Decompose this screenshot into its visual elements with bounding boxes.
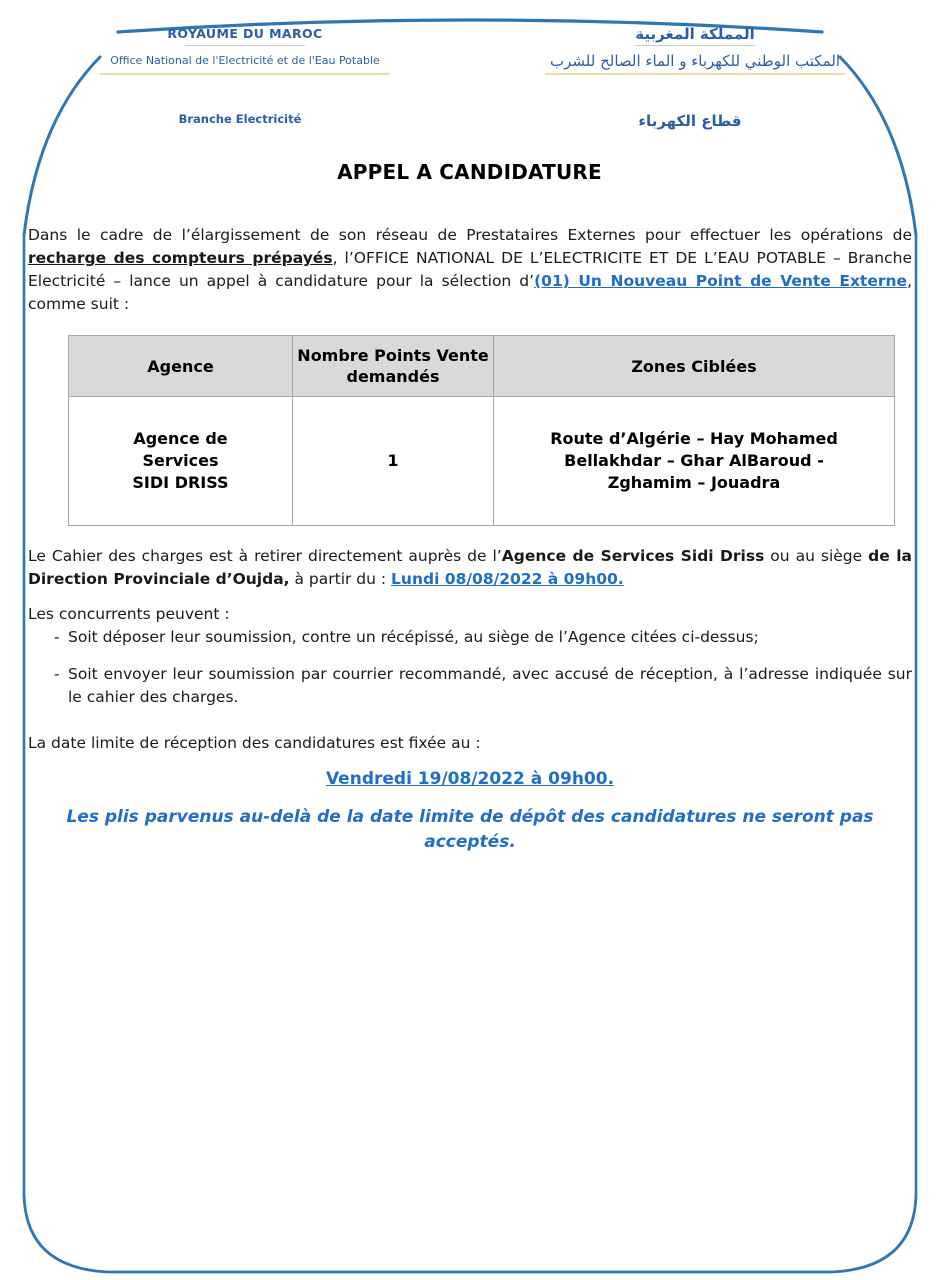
header-block-french xyxy=(35,26,455,75)
deadline-date[interactable]: Vendredi 19/08/2022 à 09h00. xyxy=(325,769,615,789)
zones-line-2: Bellakhdar – Ghar AlBaroud - xyxy=(564,451,824,470)
cahier-paragraph xyxy=(28,545,912,591)
bullet-dash-icon: - xyxy=(54,665,60,683)
page-title: APPEL A CANDIDATURE xyxy=(337,160,602,184)
cell-zones-ciblees xyxy=(494,397,895,526)
intro-highlight-recharge: recharge des compteurs prépayés xyxy=(28,249,333,267)
cahier-seg1: Le Cahier des charges est à retirer directement auprès de l’ xyxy=(28,547,502,565)
list-item-text: Soit déposer leur soumission, contre un récépissé, au siège de l’Agence citées ci-dessus; xyxy=(68,628,759,646)
list-item xyxy=(28,663,912,709)
header-kingdom-fr: ROYAUME DU MAROC xyxy=(167,26,323,41)
agence-line-1: Agence de xyxy=(133,429,228,448)
intro-seg5: , comme suit : xyxy=(28,272,912,313)
header-kingdom-ar: المملكة المغربية xyxy=(635,25,755,43)
after-table-content xyxy=(28,545,912,855)
intro-seg3: , l’OFFICE NATIONAL DE L’ELECTRICITE ET DE L’EAU POTABLE – Branche Electricité – lance un appel à candidature pour la sélection d’ xyxy=(28,249,913,290)
header-rule-grey-fr xyxy=(185,45,305,46)
zones-table xyxy=(68,335,895,526)
intro-paragraph-block xyxy=(28,224,912,316)
spacer-after-cahier xyxy=(28,591,912,603)
list-item-text: Soit envoyer leur soumission par courrier recommandé, avec accusé de réception, à l’adresse indiquée sur le cahier des charges. xyxy=(68,665,912,706)
column-header-nombre-points: Nombre Points Vente demandés xyxy=(293,336,494,397)
header-branch-fr: Branche Electricité xyxy=(178,112,302,126)
zones-table-head xyxy=(69,336,895,397)
list-item xyxy=(28,626,912,649)
header-branch-ar: قطاع الكهرباء xyxy=(638,112,742,130)
spacer-before-deadline xyxy=(28,723,912,732)
cell-agence xyxy=(69,397,293,526)
concurrents-intro: Les concurrents peuvent : xyxy=(28,605,230,623)
bullet-dash-icon: - xyxy=(54,628,60,646)
cahier-seg5: à partir du : xyxy=(289,570,392,588)
table-row xyxy=(69,397,895,526)
header-office-ar: المكتب الوطني للكهرباء و الماء الصالح للشرب xyxy=(550,52,840,70)
header-rule-gold-fr xyxy=(100,73,390,75)
agence-line-3: SIDI DRISS xyxy=(132,473,229,492)
header-office-fr: Office National de l'Electricité et de l'Eau Potable xyxy=(110,54,380,67)
column-header-agence: Agence xyxy=(69,336,293,397)
zones-line-3: Zghamim – Jouadra xyxy=(607,473,781,492)
zones-line-1: Route d’Algérie – Hay Mohamed xyxy=(550,429,838,448)
column-header-zones-ciblees: Zones Ciblées xyxy=(494,336,895,397)
intro-paragraph xyxy=(28,224,912,316)
cahier-seg3: ou au siège xyxy=(764,547,869,565)
table-header-row xyxy=(69,336,895,397)
deadline-warning: Les plis parvenus au-delà de la date limite de dépôt des candidatures ne seront pas acceptés. xyxy=(66,807,874,852)
zones-table-wrapper xyxy=(68,335,868,526)
agence-line-2: Services xyxy=(142,451,219,470)
cahier-agence-bold: Agence de Services Sidi Driss xyxy=(501,547,765,565)
intro-link-point-vente[interactable]: (01) Un Nouveau Point de Vente Externe xyxy=(534,272,908,290)
header-block-arabic xyxy=(485,26,905,75)
cahier-link-date-retrait[interactable]: Lundi 08/08/2022 à 09h00. xyxy=(391,570,624,588)
concurrents-list xyxy=(28,626,912,709)
header-rule-grey-ar xyxy=(635,45,755,46)
header-rule-gold-ar xyxy=(545,73,845,75)
cell-nombre-points: 1 xyxy=(293,397,494,526)
zones-table-body xyxy=(69,397,895,526)
cahier-direction-bold: de la Direction Provinciale d’Oujda, xyxy=(28,547,912,588)
intro-seg1: Dans le cadre de l’élargissement de son réseau de Prestataires Externes pour effectuer les opérations de xyxy=(28,226,912,244)
deadline-intro: La date limite de réception des candidatures est fixée au : xyxy=(28,734,481,752)
document-header xyxy=(0,26,939,146)
